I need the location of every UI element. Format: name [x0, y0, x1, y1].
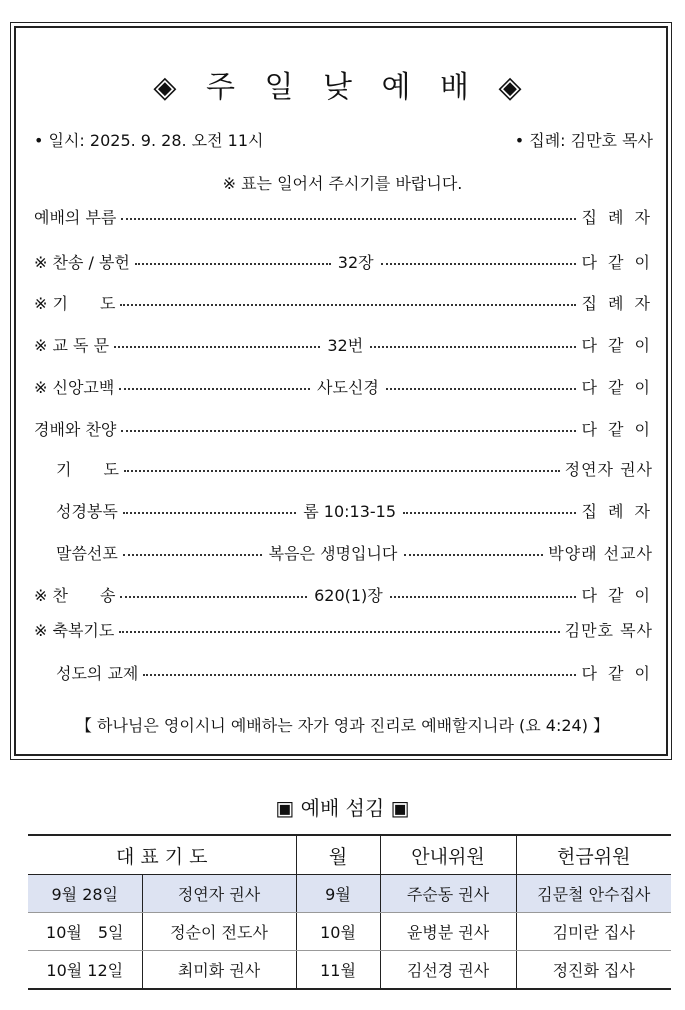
cell-month: 11월	[296, 951, 380, 990]
order-label: ※ 찬송 / 봉헌	[34, 252, 130, 272]
cell-offering: 정진화 집사	[516, 951, 671, 990]
standing-notice: ※ 표는 일어서 주시기를 바랍니다.	[222, 174, 463, 193]
order-detail: 620(1)장	[314, 585, 383, 605]
dot-leader	[135, 263, 331, 265]
cell-month: 9월	[296, 875, 380, 913]
header-offering: 헌금위원	[516, 835, 671, 875]
order-label: 경배와 찬양	[34, 419, 117, 439]
dot-leader	[119, 631, 559, 633]
order-label: ※ 교 독 문	[34, 335, 110, 355]
cell-prayer: 정연자 권사	[142, 875, 296, 913]
dot-leader	[120, 596, 307, 598]
order-row-sermon	[56, 540, 653, 564]
dot-leader	[403, 512, 576, 514]
table-row	[28, 875, 671, 913]
order-detail: 32장	[337, 252, 374, 272]
order-row-responsive-reading	[34, 332, 653, 356]
order-label: 성도의 교제	[56, 663, 139, 683]
cell-date: 9월 28일	[28, 875, 142, 913]
order-row-benediction	[34, 617, 653, 641]
order-person: 집 례 자	[581, 501, 654, 521]
order-person: 집 례 자	[581, 207, 653, 227]
dot-leader	[114, 346, 320, 348]
table-row	[28, 951, 671, 990]
order-label: 말씀선포	[56, 543, 118, 563]
bulletin-title: ◈ 주 일 낮 예 배 ◈	[153, 70, 532, 105]
order-label: 성경봉독	[56, 501, 118, 521]
order-detail: 사도신경	[316, 377, 379, 397]
cell-prayer: 최미화 권사	[142, 951, 296, 990]
order-label: ※ 신앙고백	[34, 377, 115, 397]
dot-leader	[404, 554, 543, 556]
dot-leader	[381, 263, 577, 265]
cell-usher: 김선경 권사	[380, 951, 516, 990]
dot-leader	[143, 674, 576, 676]
order-person: 다 같 이	[581, 335, 654, 355]
order-label: 기 도	[56, 459, 119, 479]
cell-offering: 김미란 집사	[516, 913, 671, 951]
cell-prayer: 정순이 전도사	[142, 913, 296, 951]
order-detail: 32번	[327, 335, 364, 355]
table-row	[28, 913, 671, 951]
table-header-row	[28, 835, 671, 875]
dot-leader	[121, 430, 576, 432]
cell-usher: 주순동 권사	[380, 875, 516, 913]
header-month: 월	[296, 835, 380, 875]
order-person: 다 같 이	[581, 585, 653, 605]
order-person: 정연자 권사	[564, 459, 653, 479]
order-label: 예배의 부름	[34, 207, 117, 227]
dot-leader	[390, 596, 577, 598]
service-date: • 일시: 2025. 9. 28. 오전 11시	[34, 131, 264, 150]
order-person: 김만호 목사	[564, 620, 653, 640]
service-duty-table	[28, 834, 671, 990]
dot-leader	[370, 346, 576, 348]
order-row-prayer-2	[56, 456, 653, 480]
order-detail: 복음은 생명입니다	[268, 543, 398, 563]
header-prayer: 대 표 기 도	[28, 835, 296, 875]
dot-leader	[119, 388, 310, 390]
order-person: 다 같 이	[581, 377, 654, 397]
order-label: ※ 축복기도	[34, 620, 115, 640]
order-row-creed	[34, 374, 653, 398]
order-label: ※ 기 도	[34, 293, 116, 313]
order-person: 집 례 자	[581, 293, 653, 313]
dot-leader	[121, 218, 576, 220]
dot-leader	[123, 512, 296, 514]
dot-leader	[123, 554, 262, 556]
order-row-call-to-worship	[34, 204, 653, 228]
order-person: 다 같 이	[581, 252, 654, 272]
header-usher: 안내위원	[380, 835, 516, 875]
order-row-scripture	[56, 498, 653, 522]
dot-leader	[386, 388, 577, 390]
dot-leader	[124, 470, 560, 472]
cell-date: 10월 5일	[28, 913, 142, 951]
dot-leader	[120, 304, 576, 306]
service-leader: • 집례: 김만호 목사	[514, 131, 653, 150]
order-row-hymn-offering	[34, 249, 653, 273]
cell-date: 10월 12일	[28, 951, 142, 990]
order-row-prayer	[34, 290, 653, 314]
order-person: 다 같 이	[581, 419, 653, 439]
order-row-praise	[34, 416, 653, 440]
order-label: ※ 찬 송	[34, 585, 116, 605]
cell-offering: 김문철 안수집사	[516, 875, 671, 913]
order-detail: 롬 10:13-15	[303, 501, 397, 521]
scripture-verse: 【 하나님은 영이시니 예배하는 자가 영과 진리로 예배할지니라 (요 4:24) 】	[75, 716, 610, 735]
cell-usher: 윤병분 권사	[380, 913, 516, 951]
cell-month: 10월	[296, 913, 380, 951]
order-row-hymn	[34, 582, 653, 606]
order-person: 다 같 이	[581, 663, 653, 683]
order-person: 박양래 선교사	[548, 543, 654, 563]
service-section-title: ▣ 예배 섬김 ▣	[275, 796, 410, 820]
order-row-fellowship	[56, 660, 653, 684]
